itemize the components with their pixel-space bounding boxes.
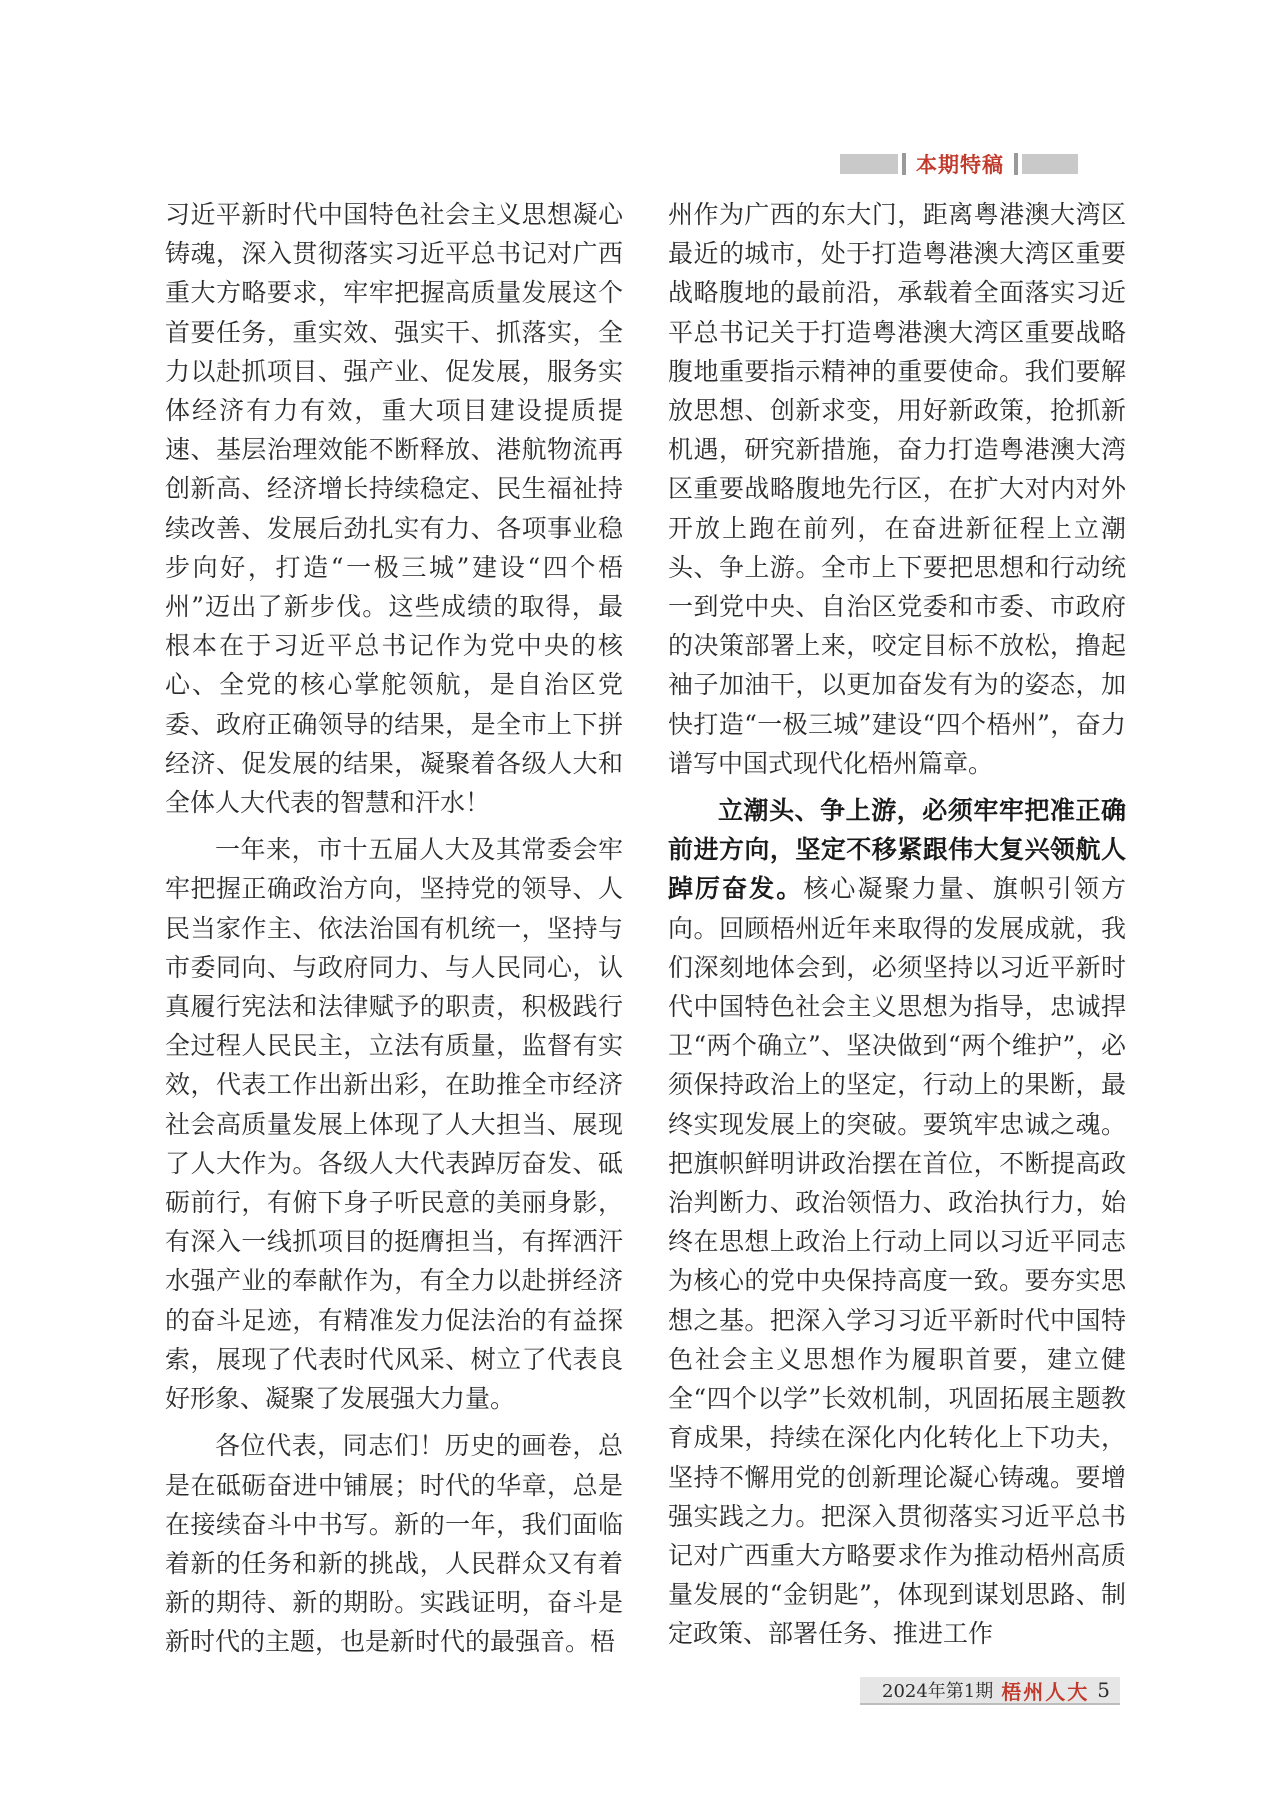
paragraph: 一年来，市十五届人大及其常委会牢牢把握正确政治方向，坚持党的领导、人民当家作主、依法治国有机统一，坚持与市委同向、与政府同力、与人民同心，认真履行宪法和法律赋予的职责，积极践行全过程人民民主，立法有质量，监督有实效，代表工作出新出彩，在助推全市经济社会高质量发展上体现了人大担当、展现了人大作为。各级人大代表踔厉奋发、砥砺前行，有俯下身子听民意的美丽身影，有深入一线抓项目的挺膺担当，有挥洒汗水强产业的奉献作为，有全力以赴拼经济的奋斗足迹，有精准发力促法治的有益探索，展现了代表时代风采、树立了代表良好形象、凝聚了发展强大力量。 <box>165 835 623 1414</box>
right-column <box>668 195 1126 1654</box>
header-decor-bar-left <box>840 154 898 174</box>
page-number: 5 <box>1097 1678 1110 1702</box>
paragraph: 州作为广西的东大门，距离粤港澳大湾区最近的城市，处于打造粤港澳大湾区重要战略腹地的最前沿，承载着全面落实习近平总书记关于打造粤港澳大湾区重要战略腹地重要指示精神的重要使命。我们要解放思想、创新求变，用好新政策，抢抓新机遇，研究新措施，奋力打造粤港澳大湾区重要战略腹地先行区，在扩大对内对外开放上跑在前列，在奋进新征程上立潮头、争上游。全市上下要把思想和行动统一到党中央、自治区党委和市委、市政府的决策部署上来，咬定目标不放松，撸起袖子加油干，以更加奋发有为的姿态，加快打造“一极三城”建设“四个梧州”，奋力谱写中国式现代化梧州篇章。 <box>668 200 1126 778</box>
header-decor-separator-right <box>1014 153 1018 175</box>
paragraph: 各位代表，同志们！历史的画卷，总是在砥砺奋进中铺展；时代的华章，总是在接续奋斗中书写。新的一年，我们面临着新的任务和新的挑战，人民群众又有着新的期待、新的期盼。实践证明，奋斗是新时代的主题，也是新时代的最强音。梧 <box>165 1431 623 1657</box>
section-label: 本期特稿 <box>916 153 1004 177</box>
paragraph-lead-heading: 立潮头、争上游，必须牢牢把准正确前进方向，坚定不移紧跟伟大复兴领航人踔厉奋发。 <box>668 796 1126 904</box>
header-decor-bar-right <box>1022 154 1078 174</box>
left-column <box>165 195 623 1662</box>
issue-label: 2024年第1期 <box>882 1681 994 1702</box>
paragraph: 习近平新时代中国特色社会主义思想凝心铸魂，深入贯彻落实习近平总书记对广西重大方略要求，牢牢把握高质量发展这个首要任务，重实效、强实干、抓落实，全力以赴抓项目、强产业、促发展，服务实体经济有力有效，重大项目建设提质提速、基层治理效能不断释放、港航物流再创新高、经济增长持续稳定、民生福祉持续改善、发展后劲扎实有力、各项事业稳步向好，打造“一极三城”建设“四个梧州”迈出了新步伐。这些成绩的取得，最根本在于习近平总书记作为党中央的核心、全党的核心掌舵领航，是自治区党委、政府正确领导的结果，是全市上下拼经济、促发展的结果，凝聚着各级人大和全体人大代表的智慧和汗水！ <box>165 200 623 818</box>
paragraph-body: 核心凝聚力量、旗帜引领方向。回顾梧州近年来取得的发展成就，我们深刻地体会到，必须坚持以习近平新时代中国特色社会主义思想为指导，忠诚捍卫“两个确立”、坚决做到“两个维护”，必须保持政治上的坚定，行动上的果断，最终实现发展上的突破。要筑牢忠诚之魂。把旗帜鲜明讲政治摆在首位，不断提高政治判断力、政治领悟力、政治执行力，始终在思想上政治上行动上同以习近平同志为核心的党中央保持高度一致。要夯实思想之基。把深入学习习近平新时代中国特色社会主义思想作为履职首要，建立健全“四个以学”长效机制，巩固拓展主题教育成果，持续在深化内化转化上下功夫，坚持不懈用党的创新理论凝心铸魂。要增强实践之力。把深入贯彻落实习近平总书记对广西重大方略要求作为推动梧州高质量发展的“金钥匙”，体现到谋划思路、制定政策、部署任务、推进工作 <box>668 874 1126 1649</box>
footer-rule <box>860 1703 1120 1705</box>
magazine-name: 梧州人大 <box>1001 1679 1090 1704</box>
header-decor-separator-left <box>902 153 906 175</box>
section-header-band <box>840 153 1120 175</box>
paragraph <box>668 791 1126 1653</box>
page-footer <box>860 1677 1120 1703</box>
